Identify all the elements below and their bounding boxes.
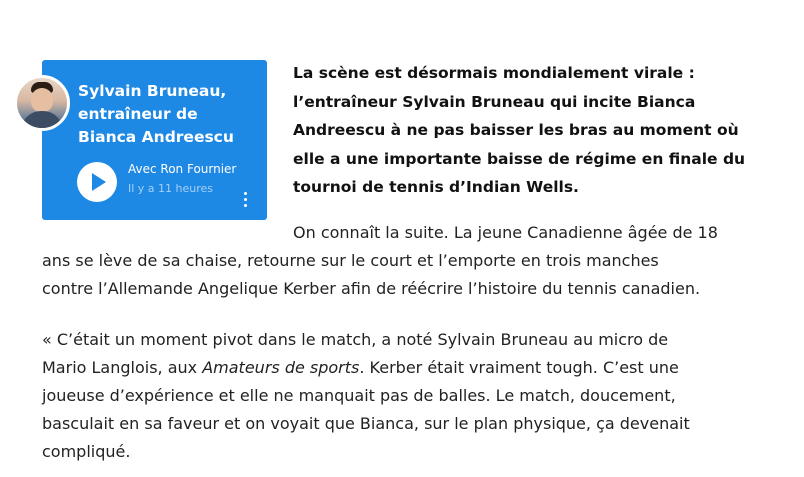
audio-title-line: Bianca Andreescu <box>78 128 234 146</box>
show-title: Amateurs de sports <box>202 358 360 377</box>
play-icon <box>77 162 117 202</box>
paragraph-line: basculait en sa faveur et on voyait que Bianca, sur le plan physique, ça devenait <box>42 414 690 433</box>
text-run: Mario Langlois, aux <box>42 358 203 377</box>
lead-line: elle a une importante baisse de régime en finale du <box>293 149 746 168</box>
audio-title-line: entraîneur de <box>78 105 198 123</box>
text-run: . Kerber était vraiment tough. C’est une <box>359 358 679 377</box>
audio-title[interactable] <box>78 80 258 149</box>
paragraph-line <box>42 354 782 382</box>
audio-title-line: Sylvain Bruneau, <box>78 82 227 100</box>
article-paragraph <box>42 326 782 466</box>
paragraph-line: On connaît la suite. La jeune Canadienne âgée de 18 <box>293 223 718 242</box>
paragraph-line: joueuse d’expérience et elle ne manquait pas de balles. Le match, doucement, <box>42 386 676 405</box>
paragraph-line: compliqué. <box>42 442 131 461</box>
lead-line: tournoi de tennis d’Indian Wells. <box>293 178 579 196</box>
play-button[interactable] <box>77 162 117 202</box>
paragraph-line: ans se lève de sa chaise, retourne sur le court et l’emporte en trois manches <box>42 251 659 270</box>
paragraph-line: « C’était un moment pivot dans le match, a noté Sylvain Bruneau au micro de <box>42 330 669 349</box>
avatar <box>14 75 70 131</box>
more-vertical-icon[interactable] <box>241 192 249 210</box>
lead-line: La scène est désormais mondialement virale : <box>293 64 695 82</box>
article-lead <box>293 59 773 202</box>
article-paragraph <box>42 219 782 303</box>
paragraph-line: contre l’Allemande Angelique Kerber afin de réécrire l’histoire du tennis canadien. <box>42 279 701 298</box>
audio-host: Avec Ron Fournier <box>128 162 237 176</box>
lead-line: Andreescu à ne pas baisser les bras au moment où <box>293 121 739 139</box>
lead-line: l’entraîneur Sylvain Bruneau qui incite Bianca <box>293 92 696 111</box>
audio-timestamp: Il y a 11 heures <box>128 182 214 195</box>
